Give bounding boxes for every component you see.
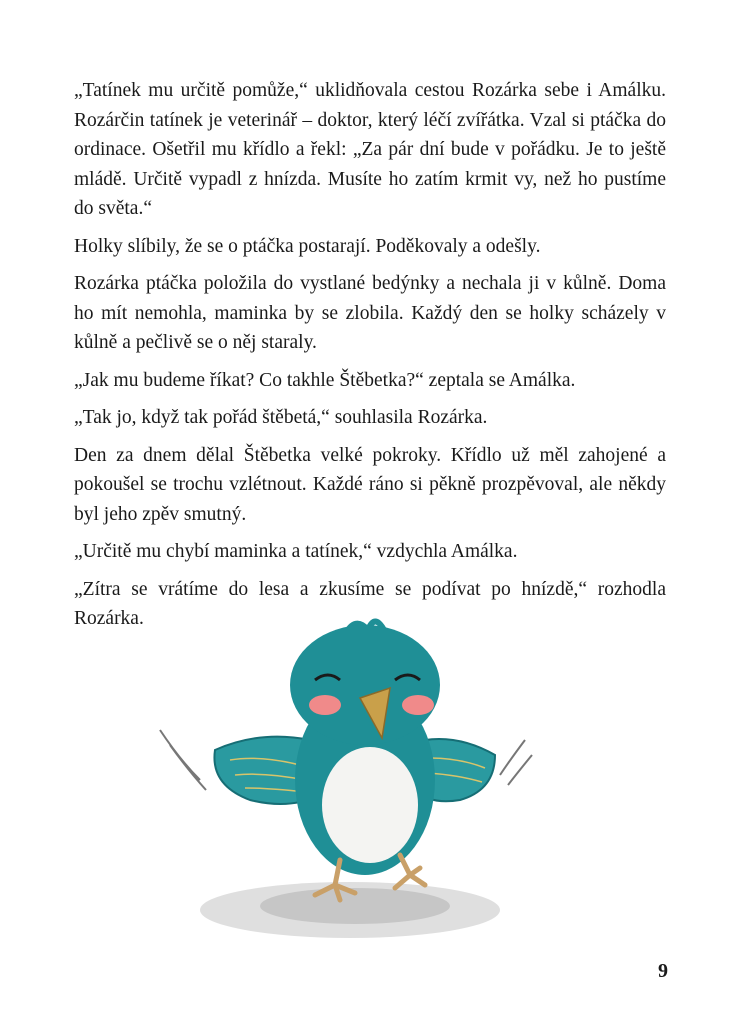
right-cheek [402, 695, 434, 715]
story-text [74, 76, 666, 642]
motion-lines-left [160, 730, 206, 790]
bird-illustration-icon [140, 610, 560, 940]
paragraph: „Určitě mu chybí maminka a tatínek,“ vzdychla Amálka. [74, 541, 518, 562]
paragraph: „Tak jo, když tak pořád štěbetá,“ souhlasila Rozárka. [74, 407, 488, 428]
paragraph: „Zítra se vrátíme do lesa a zkusíme se podívat po hnízdě,“ rozhodla Rozárka. [74, 578, 666, 629]
paragraph: „Jak mu budeme říkat? Co takhle Štěbetka?“ zeptala se Amálka. [74, 369, 576, 391]
paragraph: Holky slíbily, že se o ptáčka postarají. Poděkovaly a odešly. [74, 235, 541, 257]
bird-head [290, 625, 440, 745]
paragraph: Den za dnem dělal Štěbetka velké pokroky. Křídlo už měl zahojené a pokoušel se trochu vzlétnout. Každé ráno si pěkně prozpěvoval, ale někdy byl jeho zpěv smutný. [74, 444, 666, 525]
paragraph: „Tatínek mu určitě pomůže,“ uklidňovala cestou Rozárka sebe i Amálku. Rozárčin tatínek je veterinář – doktor, který léčí zvířátka. Vzal si ptáčka do ordinace. Ošetřil mu křídlo a řekl: „Za pár dní bude v pořádku. Je to ještě mládě. Určitě vypadl z hnízda. Musíte ho zatím krmit vy, než ho pustíme do světa.“ [74, 80, 666, 219]
left-cheek [309, 695, 341, 715]
motion-lines-right [500, 740, 532, 785]
page-number: 9 [658, 960, 668, 982]
paragraph: Rozárka ptáčka položila do vystlané bedýnky a nechala ji v kůlně. Doma ho mít nemohla, maminka by se zlobila. Každý den se holky scházely v kůlně a pečlivě se o něj staraly. [74, 273, 666, 353]
bird-belly [322, 747, 418, 863]
